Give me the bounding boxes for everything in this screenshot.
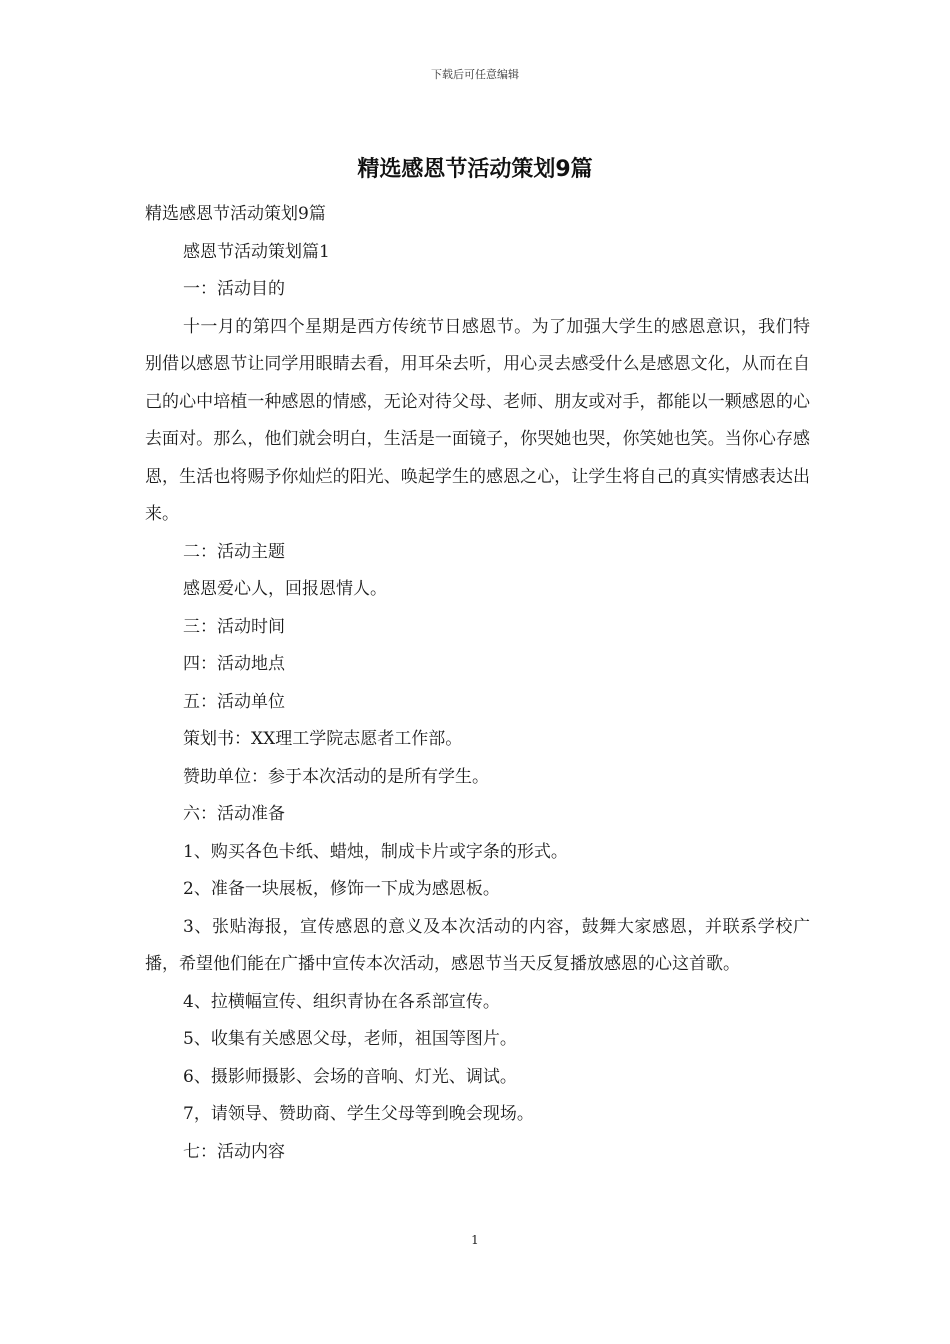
paragraph: 感恩爱心人，回报恩情人。 <box>183 579 387 599</box>
document-subtitle: 精选感恩节活动策划9篇 <box>145 204 326 224</box>
paragraph: 五：活动单位 <box>183 691 285 712</box>
paragraph: 十一月的第四个星期是西方传统节日感恩节。为了加强大学生的感恩意识，我们特别借以感恩节让同学用眼睛去看，用耳朵去听，用心灵去感受什么是感恩文化，从而在自己的心中培植一种感恩的情感，无论对待父母、老师、朋友或对手，都能以一颗感恩的心去面对。那么，他们就会明白，生活是一面镜子，你哭她也哭，你笑她也笑。当你心存感恩，生活也将赐予你灿烂的阳光、唤起学生的感恩之心，让学生将自己的真实情感表达出来。 <box>145 316 810 524</box>
paragraph: 策划书：XX理工学院志愿者工作部。 <box>183 729 463 749</box>
paragraph: 赞助单位：参于本次活动的是所有学生。 <box>183 766 489 787</box>
paragraph: 六：活动准备 <box>183 804 285 824</box>
header-note: 下载后可任意编辑 <box>431 68 519 81</box>
page-number: 1 <box>471 1233 479 1247</box>
paragraph: 2、准备一块展板，修饰一下成为感恩板。 <box>183 879 500 899</box>
section-heading: 感恩节活动策划篇1 <box>183 241 330 262</box>
document-title: 精选感恩节活动策划9篇 <box>357 157 593 182</box>
document-body <box>145 196 810 1171</box>
paragraph: 6、摄影师摄影、会场的音响、灯光、调试。 <box>183 1066 517 1087</box>
paragraph: 5、收集有关感恩父母，老师，祖国等图片。 <box>183 1029 517 1049</box>
paragraph: 一：活动目的 <box>183 279 285 299</box>
paragraph: 1、购买各色卡纸、蜡烛，制成卡片或字条的形式。 <box>183 841 568 862</box>
paragraph: 三：活动时间 <box>183 616 285 637</box>
paragraph: 4、拉横幅宣传、组织青协在各系部宣传。 <box>183 991 500 1012</box>
paragraph: 7，请领导、赞助商、学生父母等到晚会现场。 <box>183 1104 534 1124</box>
paragraph: 二：活动主题 <box>183 541 285 562</box>
paragraph: 3、张贴海报，宣传感恩的意义及本次活动的内容，鼓舞大家感恩，并联系学校广播，希望他们能在广播中宣传本次活动，感恩节当天反复播放感恩的心这首歌。 <box>145 916 810 974</box>
paragraph: 四：活动地点 <box>183 654 285 674</box>
paragraph: 七：活动内容 <box>183 1141 285 1162</box>
